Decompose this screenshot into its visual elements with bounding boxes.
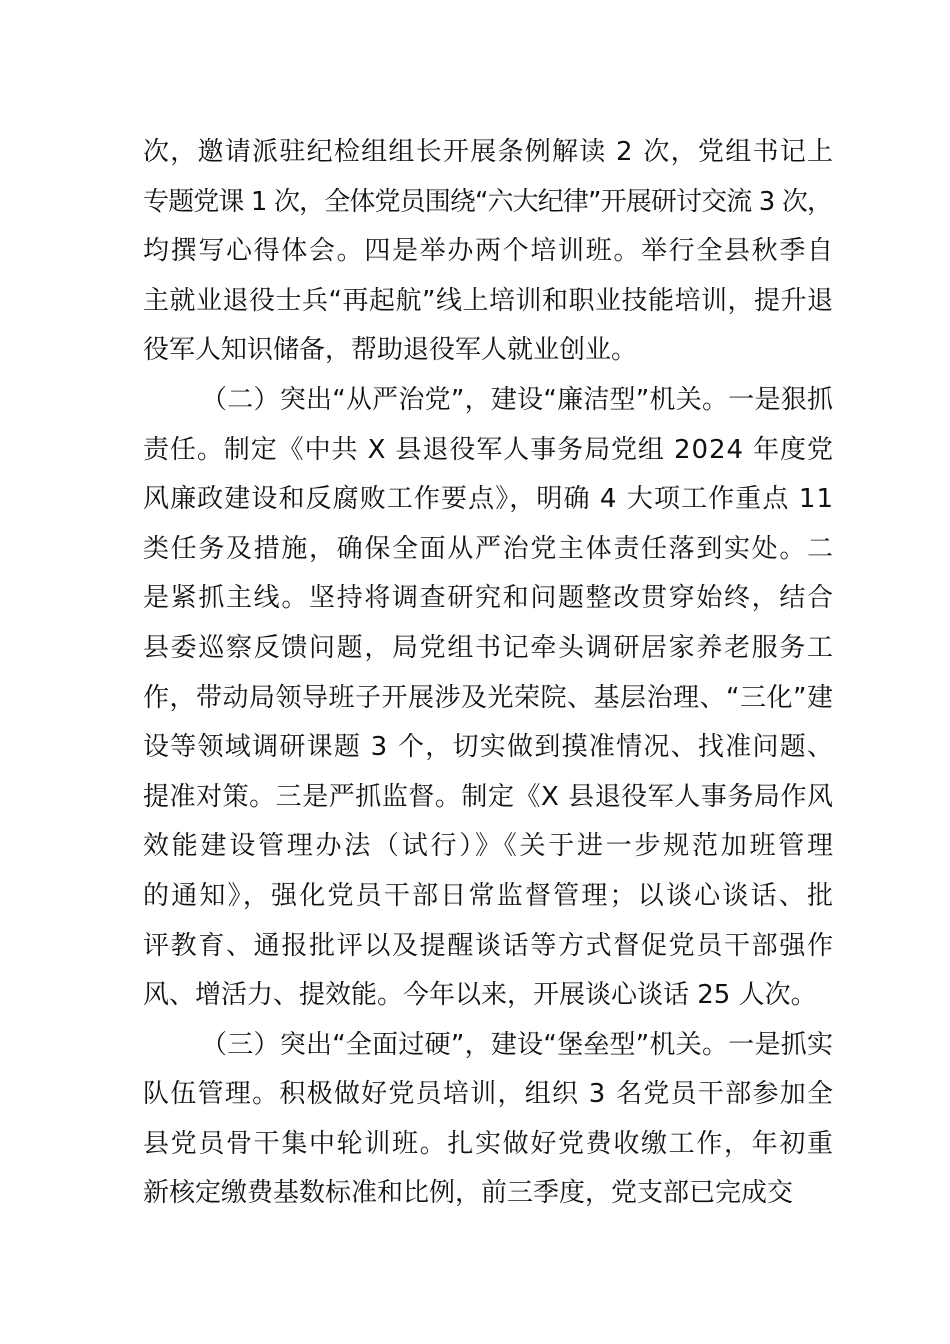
- text-line: 均撰写心得体会。四是举办两个培训班。举行全县秋季自: [143, 236, 835, 267]
- text-line: 的通知》，强化党员干部日常监督管理；以谈心谈话、批: [143, 880, 836, 911]
- text-line: 是紧抓主线。坚持将调查研究和问题整改贯穿始终，结合: [143, 583, 835, 614]
- text-line: 主就业退役士兵“再起航”线上培训和职业技能培训，提升退: [143, 285, 834, 316]
- text-line: 次，邀请派驻纪检组组长开展条例解读 2 次，党组书记上: [143, 137, 835, 167]
- text-line: 提准对策。三是严抓监督。制定《X 县退役军人事务局作风: [143, 781, 834, 812]
- text-line: 县党员骨干集中轮训班。扎实做好党费收缴工作，年初重: [143, 1128, 835, 1159]
- text-line: 风、增活力、提效能。今年以来，开展谈心谈话 25 人次。: [143, 980, 817, 1011]
- text-line: 风廉政建设和反腐败工作要点》，明确 4 大项工作重点 11: [143, 484, 835, 515]
- text-line: 责任。制定《中共 X 县退役军人事务局党组 2024 年度党: [143, 434, 834, 465]
- text-line: 效能建设管理办法（试行）》《关于进一步规范加班管理: [143, 831, 836, 862]
- text-line: 专题党课 1 次，全体党员围绕“六大纪律”开展研讨交流 3 次，: [143, 186, 833, 217]
- text-line: 队伍管理。积极做好党员培训，组织 3 名党员干部参加全: [143, 1079, 835, 1110]
- text-line: 役军人知识储备，帮助退役军人就业创业。: [143, 335, 638, 366]
- text-line: 设等领域调研课题 3 个，切实做到摸准情况、找准问题、: [143, 732, 835, 763]
- text-line: 新核定缴费基数标准和比例，前三季度，党支部已完成交: [143, 1178, 794, 1209]
- text-line: （二）突出“从严治党”，建设“廉洁型”机关。一是狠抓: [201, 384, 834, 415]
- text-line: 作，带动局领导班子开展涉及光荣院、基层治理、“三化”建: [143, 682, 834, 713]
- text-line: 类任务及措施，确保全面从严治党主体责任落到实处。二: [143, 533, 835, 564]
- text-line: 评教育、通报批评以及提醒谈话等方式督促党员干部强作: [143, 930, 835, 961]
- text-line: 县委巡察反馈问题，局党组书记牵头调研居家养老服务工: [143, 632, 835, 663]
- text-line: （三）突出“全面过硬”，建设“堡垒型”机关。一是抓实: [201, 1029, 834, 1060]
- document-body: [143, 128, 836, 1219]
